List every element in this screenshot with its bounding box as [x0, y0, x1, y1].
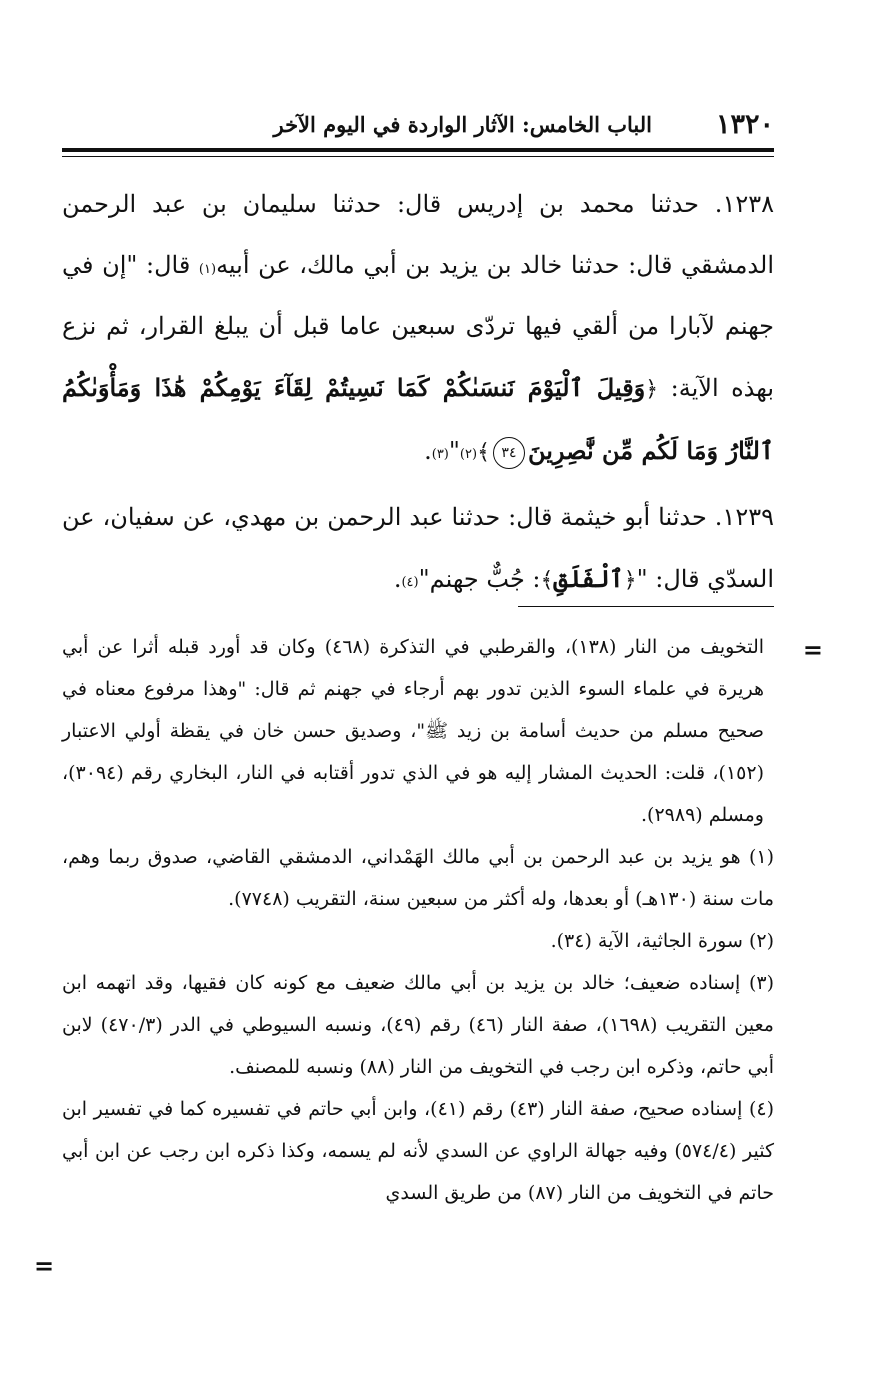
- footnote-4: [62, 1088, 774, 1214]
- hadith-text-continued: قال: "إن في جهنم لآبارا من ألقي فيها تردّى سبعين عاما قبل أن يبلغ القرار، ثم نزع بهذه الآية:: [62, 251, 774, 402]
- closing-quote: ": [448, 437, 460, 465]
- footnote-2: [62, 920, 774, 962]
- footnote-ref-2: (٢): [459, 447, 478, 462]
- footnote-continued: التخويف من النار (١٣٨)، والقرطبي في التذكرة (٤٦٨) وكان قد أورد قبله أثرا عن أبي هريرة في علماء السوء الذين تدور بهم أرجاء في جهنم ثم قال: "وهذا مرفوع معناه في صحيح مسلم من حديث أسامة بن زيد ﷺ"، وصديق حسن خان في يقظة أولي الاعتبار (١٥٢)، قلت: الحديث المشار إليه هو في الذي تدور أقتابه في النار، البخاري رقم (٣٠٩٤)، ومسلم (٢٩٨٩).: [62, 636, 765, 826]
- quran-open-bracket: ﴿: [645, 377, 659, 402]
- header-rule-thick: [62, 148, 774, 152]
- continuation-mark-top: =: [802, 635, 823, 664]
- footnote-index: (١): [748, 846, 774, 868]
- quran-close-bracket: ﴾: [477, 440, 490, 465]
- hadith-number: ١٢٣٩.: [714, 503, 774, 531]
- footnote-ref-4: (٤): [401, 575, 419, 590]
- ayah-number-marker: ٣٤: [493, 437, 525, 469]
- hadith-end: .: [424, 437, 432, 465]
- header-rule-thin: [62, 156, 774, 157]
- quran-close-bracket: ﴾: [540, 568, 554, 593]
- quran-verse: وَقِيلَ ٱلْيَوْمَ نَنسَىٰكُمْ كَمَا نَسِيتُمْ لِقَآءَ يَوْمِكُمْ هَٰذَا وَمَأْوَىٰكُمُ ٱلنَّارُ وَمَا لَكُم مِّن نَّٰصِرِينَ: [62, 373, 774, 465]
- footnote-ref-1: (١): [198, 262, 217, 277]
- footnote-index: (٣): [748, 972, 775, 994]
- footnote-separator: [518, 606, 774, 607]
- footnotes: [62, 626, 774, 1214]
- running-title: الباب الخامس: الآثار الواردة في اليوم الآخر: [273, 112, 652, 137]
- page-header: [62, 108, 774, 142]
- main-text: [62, 174, 774, 611]
- hadith-text: حدثنا أبو خيثمة قال: حدثنا عبد الرحمن بن مهدي، عن سفيان، عن السدّي قال: ": [62, 503, 774, 593]
- hadith-end: .: [393, 565, 402, 593]
- quran-word: ٱلْفَلَقِ: [553, 564, 624, 593]
- footnote-3: [62, 962, 774, 1088]
- hadith-1238: [62, 174, 774, 483]
- footnote-text: إسناده صحيح، صفة النار (٤٣) رقم (٤١)، وابن أبي حاتم في تفسيره كما في تفسير ابن كثير (٥٧٤/٤) وفيه جهالة الراوي عن السدي لأنه لم يسمه، وكذا ذكره ابن رجب عن ابن أبي حاتم في التخويف من النار (٨٧) من طريق السدي: [62, 1098, 774, 1204]
- footnote-1: [62, 836, 774, 920]
- continuation-mark-bottom: =: [34, 1251, 55, 1280]
- footnote-text: سورة الجاثية، الآية (٣٤).: [550, 930, 743, 952]
- hadith-number: ١٢٣٨.: [714, 190, 774, 218]
- footnote-index: (٢): [748, 930, 774, 952]
- footnote-text: إسناده ضعيف؛ خالد بن يزيد بن أبي مالك ضعيف مع كونه كان فقيها، وقد اتهمه ابن معين التقريب (١٦٩٨)، صفة النار (٤٦) رقم (٤٩)، ونسبه السيوطي في الدر (٤٧٠/٣) لابن أبي حاتم، وذكره ابن رجب في التخويف من النار (٨٨) ونسبه للمصنف.: [62, 972, 774, 1078]
- hadith-text: حدثنا محمد بن إدريس قال: حدثنا سليمان بن عبد الرحمن الدمشقي قال: حدثنا خالد بن يزيد بن أبي مالك، عن أبيه: [62, 190, 774, 279]
- footnote-index: (٤): [748, 1098, 774, 1120]
- footnote-text: هو يزيد بن عبد الرحمن بن أبي مالك الهَمْداني، الدمشقي القاضي، صدوق ربما وهم، مات سنة (١٣٠هـ) أو بعدها، وله أكثر من سبعين سنة، التقريب (٧٧٤٨).: [62, 846, 774, 910]
- hadith-text-continued: : جُبٌّ جهنم": [418, 565, 541, 593]
- footnote-ref-3: (٣): [431, 447, 449, 462]
- page-number: ١٣٢٠: [715, 109, 774, 140]
- quran-open-bracket: ﴿: [623, 568, 637, 593]
- hadith-1239: [62, 487, 774, 611]
